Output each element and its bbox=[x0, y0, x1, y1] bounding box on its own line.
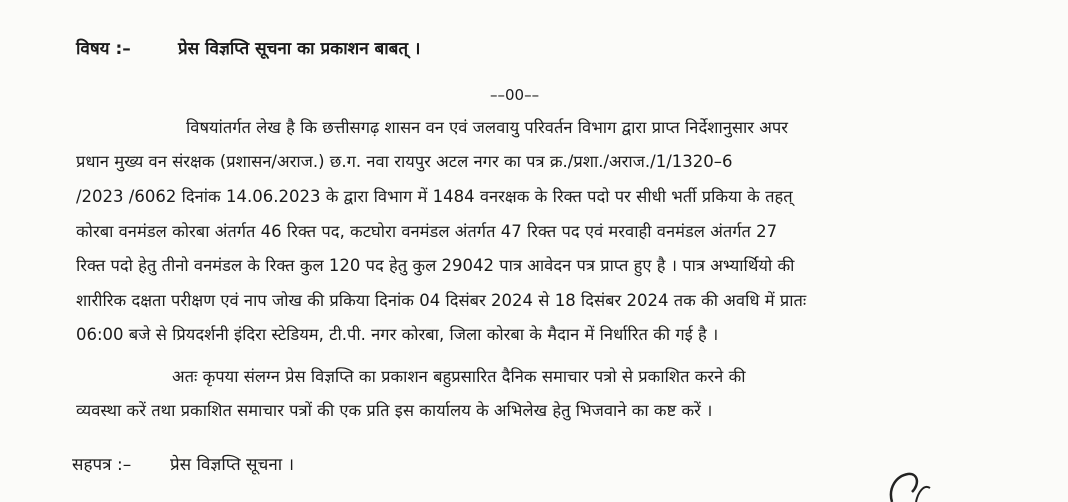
paragraph1-line: /2023 /6062 दिनांक 14.06.2023 के द्वारा विभाग में 1484 वनरक्षक के रिक्त पदो पर सीधी भर्ती प्रकिया के तहत् bbox=[76, 187, 793, 206]
separator: ––00–– bbox=[490, 86, 540, 104]
paragraph1-line: 06:00 बजे से प्रियदर्शनी इंदिरा स्टेडियम, टी.पी. नगर कोरबा, जिला कोरबा के मैदान में निर्धारित की गई है । bbox=[76, 325, 719, 344]
enclosure-label: सहपत्र :– bbox=[72, 455, 132, 475]
subject-text: प्रेस विज्ञप्ति सूचना का प्रकाशन बाबत् । bbox=[178, 39, 421, 59]
subject-label: विषय :– bbox=[76, 39, 131, 59]
enclosure-text: प्रेस विज्ञप्ति सूचना । bbox=[170, 455, 295, 475]
paragraph1-line: रिक्त पदो हेतु तीनो वनमंडल के रिक्त कुल 120 पद हेतु कुल 29042 पात्र आवेदन पत्र प्राप्त हुए है । पात्र अभ्यार्थियो की bbox=[76, 256, 795, 275]
paragraph2-line: व्यवस्था करें तथा प्रकाशित समाचार पत्रों की एक प्रति इस कार्यालय के अभिलेख हेतु भिजवाने का कष्ट करें । bbox=[76, 401, 713, 420]
paragraph1-line: कोरबा वनमंडल कोरबा अंतर्गत 46 रिक्त पद, कटघोरा वनमंडल अंतर्गत 47 रिक्त पद एवं मरवाही वनमंडल अंतर्गत 27 bbox=[76, 222, 778, 241]
paragraph1-line: प्रधान मुख्य वन संरक्षक (प्रशासन/अराज.) छ.ग. नवा रायपुर अटल नगर का पत्र क्र./प्रशा./अराज./1/1320–6 bbox=[76, 152, 733, 171]
paragraph1-line: शारीरिक दक्षता परीक्षण एवं नाप जोख की प्रकिया दिनांक 04 दिसंबर 2024 से 18 दिसंबर 2024 तक की अवधि में प्रातः bbox=[76, 291, 807, 310]
signature-mark bbox=[858, 470, 938, 502]
paragraph1-line: विषयांतर्गत लेख है कि छत्तीसगढ़ शासन वन एवं जलवायु परिवर्तन विभाग द्वारा प्राप्त निर्देशानुसार अपर bbox=[186, 118, 789, 137]
paragraph2-line: अतः कृपया संलग्न प्रेस विज्ञप्ति का प्रकाशन बहुप्रसारित दैनिक समाचार पत्रो से प्रकाशित करने की bbox=[172, 367, 746, 386]
